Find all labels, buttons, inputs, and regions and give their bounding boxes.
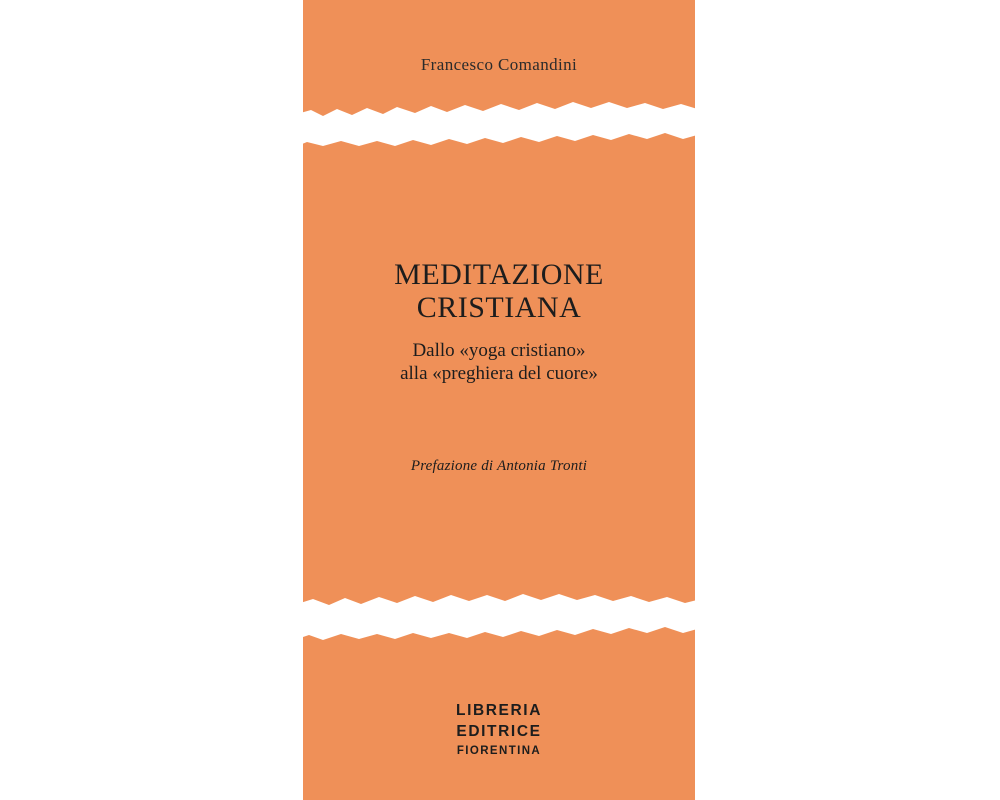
publisher-logo (303, 700, 695, 760)
publisher-line-2: EDITRICE (456, 723, 542, 740)
torn-paper-strip-bottom-icon (303, 588, 695, 646)
title-line-2: CRISTIANA (416, 291, 582, 324)
book-cover (303, 0, 695, 800)
title-line-1: MEDITAZIONE (394, 258, 604, 291)
subtitle (303, 339, 695, 385)
publisher-line-1: LIBRERIA (456, 702, 542, 719)
book-title (303, 258, 695, 385)
author-name: Francesco Comandini (420, 55, 578, 74)
preface-credit: Prefazione di Antonia Tronti (410, 458, 588, 474)
torn-paper-strip-top-icon (303, 100, 695, 148)
subtitle-line-1: Dallo «yoga cristiano» (412, 340, 586, 361)
publisher-line-3: FIORENTINA (456, 745, 542, 757)
subtitle-line-2: alla «preghiera del cuore» (400, 363, 598, 384)
